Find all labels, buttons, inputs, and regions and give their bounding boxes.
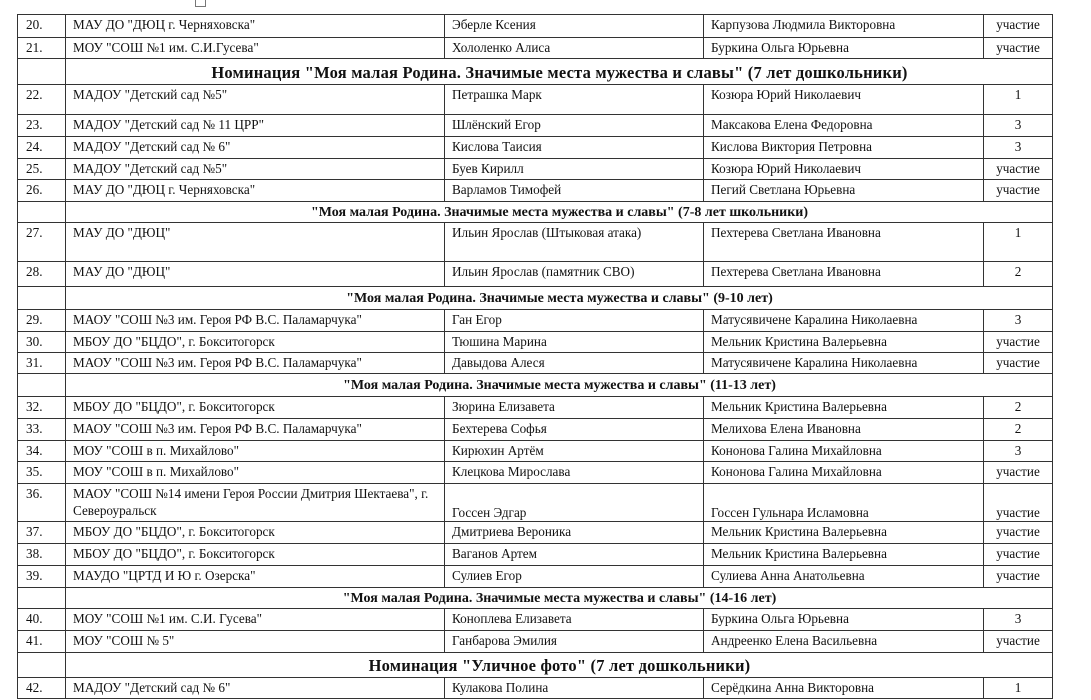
participant-cell: Буев Кирилл [445, 159, 704, 180]
teacher-cell: Кононова Галина Михайловна [704, 441, 984, 462]
result-cell: 3 [984, 115, 1053, 137]
result-cell: участие [984, 566, 1053, 588]
table-row [18, 223, 1053, 262]
result-cell: участие [984, 180, 1053, 202]
teacher-cell: Матусявичене Каралина Николаевна [704, 310, 984, 332]
table-row [18, 419, 1053, 441]
participant-cell: Коноплева Елизавета [445, 609, 704, 631]
row-number: 42. [18, 678, 66, 699]
row-number: 25. [18, 159, 66, 180]
section-title: "Моя малая Родина. Значимые места мужества и славы" (9-10 лет) [66, 287, 1053, 310]
participant-cell: Ган Егор [445, 310, 704, 332]
teacher-cell: Кононова Галина Михайловна [704, 462, 984, 484]
row-number: 38. [18, 544, 66, 566]
section-header-row [18, 374, 1053, 397]
organization-cell: МАОУ "СОШ №14 имени Героя России Дмитрия Шектаева", г. Североуральск [66, 484, 445, 522]
organization-cell: МАУ ДО "ДЮЦ г. Черняховска" [66, 15, 445, 38]
table-row [18, 332, 1053, 353]
result-cell: участие [984, 522, 1053, 544]
teacher-cell: Мелихова Елена Ивановна [704, 419, 984, 441]
organization-cell: МОУ "СОШ в п. Михайлово" [66, 441, 445, 462]
participant-cell: Сулиев Егор [445, 566, 704, 588]
teacher-cell: Пегий Светлана Юрьевна [704, 180, 984, 202]
result-cell: участие [984, 353, 1053, 374]
organization-cell: МАДОУ "Детский сад № 6" [66, 137, 445, 159]
row-number: 35. [18, 462, 66, 484]
teacher-cell: Карпузова Людмила Викторовна [704, 15, 984, 38]
participant-cell: Давыдова Алеся [445, 353, 704, 374]
teacher-cell: Мельник Кристина Валерьевна [704, 332, 984, 353]
organization-cell: МОУ "СОШ в п. Михайлово" [66, 462, 445, 484]
table-row [18, 609, 1053, 631]
participant-cell: Клецкова Мирослава [445, 462, 704, 484]
result-cell: участие [984, 462, 1053, 484]
section-header-row [18, 59, 1053, 85]
row-number: 37. [18, 522, 66, 544]
participant-cell: Ильин Ярослав (памятник СВО) [445, 262, 704, 287]
organization-cell: МАУ ДО "ДЮЦ" [66, 262, 445, 287]
table-row [18, 484, 1053, 522]
participant-cell: Дмитриева Вероника [445, 522, 704, 544]
teacher-cell: Буркина Ольга Юрьевна [704, 609, 984, 631]
table-row [18, 678, 1053, 699]
table-row [18, 15, 1053, 38]
result-cell: 3 [984, 310, 1053, 332]
organization-cell: МОУ "СОШ №1 им. С.И.Гусева" [66, 38, 445, 59]
organization-cell: МБОУ ДО "БЦДО", г. Бокситогорск [66, 522, 445, 544]
organization-cell: МАУ ДО "ДЮЦ г. Черняховска" [66, 180, 445, 202]
table-row [18, 441, 1053, 462]
result-cell: 3 [984, 441, 1053, 462]
row-number: 36. [18, 484, 66, 522]
row-number: 26. [18, 180, 66, 202]
teacher-cell: Серёдкина Анна Викторовна [704, 678, 984, 699]
result-cell: участие [984, 159, 1053, 180]
result-cell: 2 [984, 262, 1053, 287]
result-cell: 2 [984, 397, 1053, 419]
table-row [18, 544, 1053, 566]
section-title: "Моя малая Родина. Значимые места мужества и славы" (11-13 лет) [66, 374, 1053, 397]
table-row [18, 115, 1053, 137]
table-row [18, 462, 1053, 484]
organization-cell: МАДОУ "Детский сад № 6" [66, 678, 445, 699]
result-cell: 1 [984, 223, 1053, 262]
participant-cell: Зюрина Елизавета [445, 397, 704, 419]
paragraph-marker-icon [195, 0, 206, 7]
section-title: Номинация "Уличное фото" (7 лет дошкольники) [66, 653, 1053, 678]
row-number: 28. [18, 262, 66, 287]
organization-cell: МАУДО "ЦРТД И Ю г. Озерска" [66, 566, 445, 588]
result-cell: 3 [984, 137, 1053, 159]
organization-cell: МАДОУ "Детский сад №5" [66, 85, 445, 115]
empty-cell [18, 202, 66, 223]
teacher-cell: Мельник Кристина Валерьевна [704, 522, 984, 544]
result-cell: 2 [984, 419, 1053, 441]
participant-cell: Тюшина Марина [445, 332, 704, 353]
row-number: 34. [18, 441, 66, 462]
participant-cell: Кислова Таисия [445, 137, 704, 159]
organization-cell: МАОУ "СОШ №3 им. Героя РФ В.С. Паламарчука" [66, 353, 445, 374]
teacher-cell: Сулиева Анна Анатольевна [704, 566, 984, 588]
table-row [18, 159, 1053, 180]
table-row [18, 353, 1053, 374]
teacher-cell: Кислова Виктория Петровна [704, 137, 984, 159]
row-number: 22. [18, 85, 66, 115]
participant-cell: Ваганов Артем [445, 544, 704, 566]
organization-cell: МАОУ "СОШ №3 им. Героя РФ В.С. Паламарчука" [66, 419, 445, 441]
teacher-cell: Матусявичене Каралина Николаевна [704, 353, 984, 374]
empty-cell [18, 653, 66, 678]
result-cell: участие [984, 332, 1053, 353]
table-row [18, 631, 1053, 653]
table-row [18, 522, 1053, 544]
row-number: 27. [18, 223, 66, 262]
teacher-cell: Козюра Юрий Николаевич [704, 159, 984, 180]
participant-cell: Хололенко Алиса [445, 38, 704, 59]
table-row [18, 38, 1053, 59]
table-row [18, 137, 1053, 159]
table-row [18, 310, 1053, 332]
row-number: 31. [18, 353, 66, 374]
table-row [18, 85, 1053, 115]
row-number: 23. [18, 115, 66, 137]
result-cell: 1 [984, 678, 1053, 699]
section-title: Номинация "Моя малая Родина. Значимые места мужества и славы" (7 лет дошкольники) [66, 59, 1053, 85]
result-cell: 3 [984, 609, 1053, 631]
row-number: 32. [18, 397, 66, 419]
organization-cell: МАДОУ "Детский сад №5" [66, 159, 445, 180]
organization-cell: МБОУ ДО "БЦДО", г. Бокситогорск [66, 544, 445, 566]
organization-cell: МАОУ "СОШ №3 им. Героя РФ В.С. Паламарчука" [66, 310, 445, 332]
participant-cell: Ганбарова Эмилия [445, 631, 704, 653]
organization-cell: МБОУ ДО "БЦДО", г. Бокситогорск [66, 332, 445, 353]
teacher-cell: Максакова Елена Федоровна [704, 115, 984, 137]
section-title: "Моя малая Родина. Значимые места мужества и славы" (7-8 лет школьники) [66, 202, 1053, 223]
results-table [17, 14, 1053, 699]
teacher-cell: Козюра Юрий Николаевич [704, 85, 984, 115]
participant-cell: Кирюхин Артём [445, 441, 704, 462]
organization-cell: МБОУ ДО "БЦДО", г. Бокситогорск [66, 397, 445, 419]
participant-cell: Петрашка Марк [445, 85, 704, 115]
teacher-cell: Госсен Гульнара Исламовна [704, 484, 984, 522]
table-row [18, 262, 1053, 287]
row-number: 20. [18, 15, 66, 38]
row-number: 24. [18, 137, 66, 159]
teacher-cell: Пехтерева Светлана Ивановна [704, 262, 984, 287]
empty-cell [18, 374, 66, 397]
table-row [18, 180, 1053, 202]
participant-cell: Кулакова Полина [445, 678, 704, 699]
teacher-cell: Буркина Ольга Юрьевна [704, 38, 984, 59]
result-cell: 1 [984, 85, 1053, 115]
organization-cell: МАУ ДО "ДЮЦ" [66, 223, 445, 262]
teacher-cell: Мельник Кристина Валерьевна [704, 397, 984, 419]
organization-cell: МАДОУ "Детский сад № 11 ЦРР" [66, 115, 445, 137]
empty-cell [18, 287, 66, 310]
section-header-row [18, 287, 1053, 310]
section-header-row [18, 588, 1053, 609]
result-cell: участие [984, 484, 1053, 522]
row-number: 41. [18, 631, 66, 653]
participant-cell: Эберле Ксения [445, 15, 704, 38]
result-cell: участие [984, 631, 1053, 653]
row-number: 21. [18, 38, 66, 59]
participant-cell: Варламов Тимофей [445, 180, 704, 202]
row-number: 33. [18, 419, 66, 441]
row-number: 39. [18, 566, 66, 588]
table-row [18, 397, 1053, 419]
section-title: "Моя малая Родина. Значимые места мужества и славы" (14-16 лет) [66, 588, 1053, 609]
participant-cell: Госсен Эдгар [445, 484, 704, 522]
empty-cell [18, 588, 66, 609]
organization-cell: МОУ "СОШ № 5" [66, 631, 445, 653]
participant-cell: Ильин Ярослав (Штыковая атака) [445, 223, 704, 262]
section-header-row [18, 202, 1053, 223]
result-cell: участие [984, 544, 1053, 566]
organization-cell: МОУ "СОШ №1 им. С.И. Гусева" [66, 609, 445, 631]
result-cell: участие [984, 38, 1053, 59]
result-cell: участие [984, 15, 1053, 38]
table-row [18, 566, 1053, 588]
row-number: 29. [18, 310, 66, 332]
teacher-cell: Андреенко Елена Васильевна [704, 631, 984, 653]
teacher-cell: Пехтерева Светлана Ивановна [704, 223, 984, 262]
participant-cell: Шлёнский Егор [445, 115, 704, 137]
teacher-cell: Мельник Кристина Валерьевна [704, 544, 984, 566]
row-number: 40. [18, 609, 66, 631]
empty-cell [18, 59, 66, 85]
row-number: 30. [18, 332, 66, 353]
participant-cell: Бехтерева Софья [445, 419, 704, 441]
section-header-row [18, 653, 1053, 678]
